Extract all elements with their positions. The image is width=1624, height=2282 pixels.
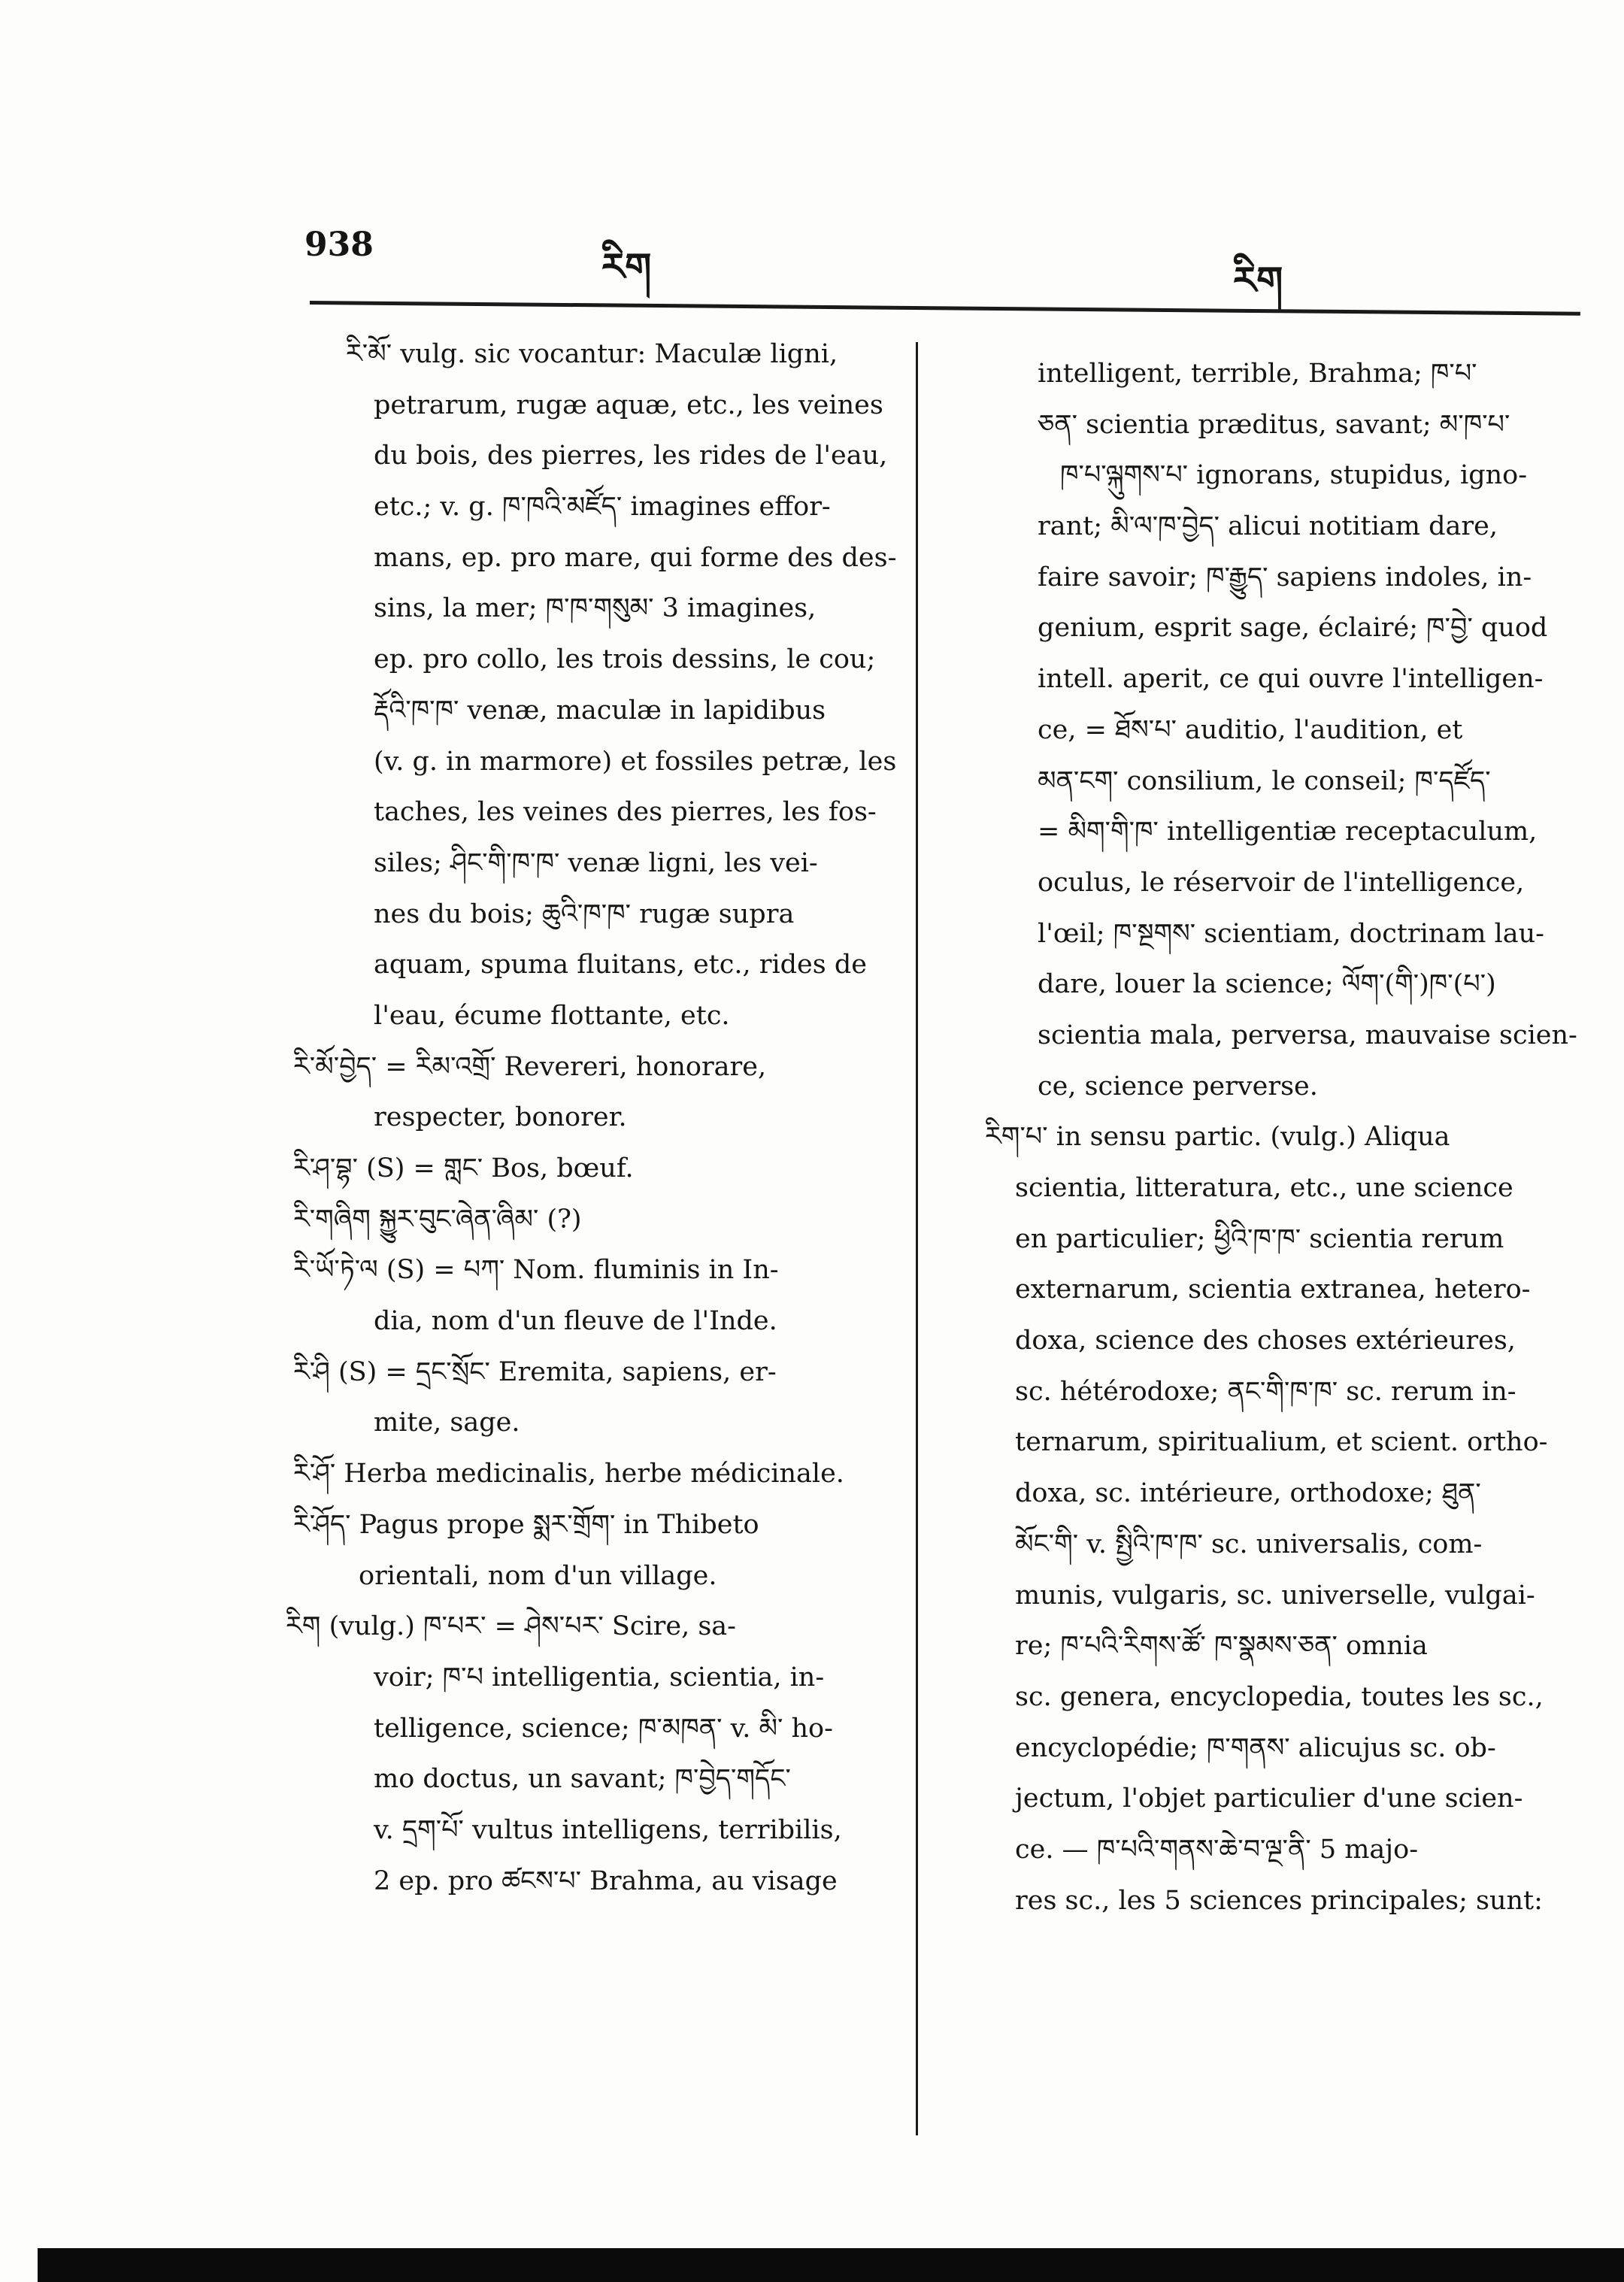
text-line: voir; ཁ་པ intelligentia, scientia, in- [374, 1662, 825, 1693]
text-line: རྡོའི་ཁ་ཁ་ venæ, maculæ in lapidibus [374, 695, 826, 726]
text-line: ternarum, spiritualium, et scient. ortho- [1015, 1427, 1548, 1458]
text-line: རི་མོ་བྱེད་ = རིམ་འགྲོ་ Revereri, honorare, [293, 1051, 767, 1082]
text-line: taches, les veines des pierres, les fos- [374, 797, 877, 828]
text-line: ཅན་ scientia præditus, savant; མ་ཁ་པ་ [1038, 409, 1510, 440]
text-line: མན་ངག་ consilium, le conseil; ཁ་དཛོད་ [1038, 765, 1491, 796]
footer-band [38, 2248, 1624, 2282]
left-column [286, 329, 932, 1907]
text-line: siles; ཤིང་གི་ཁ་ཁ་ venæ ligni, les vei- [374, 847, 818, 878]
text-line: v. དྲག་པོ་ vultus intelligens, terribilis, [374, 1814, 842, 1845]
right-column [985, 349, 1586, 1926]
text-line: རི་ཡོ་ཏེ་ལ (S) = པཀ་ Nom. fluminis in In- [293, 1255, 779, 1286]
text-line: dia, nom d'un fleuve de l'Inde. [374, 1306, 777, 1337]
running-head-left: རིག [601, 244, 652, 289]
text-line: nes du bois; ཆུའི་ཁ་ཁ་ rugæ supra [374, 899, 795, 929]
text-line: genium, esprit sage, éclairé; ཁ་བྱེ་ quod [1038, 613, 1548, 644]
text-line: telligence, science; ཁ་མཁན་ v. མི་ ho- [374, 1713, 833, 1744]
text-line: རིག (vulg.) ཁ་པར་ = ཤེས་པར་ Scire, sa- [286, 1611, 736, 1642]
text-line: ce. — ཁ་པའི་གནས་ཆེ་བ་ལྔ་ནི་ 5 majo- [1015, 1834, 1419, 1865]
text-line: ep. pro collo, les trois dessins, le cou; [374, 644, 876, 675]
running-head-right: རིག [1233, 258, 1283, 302]
text-line: dare, louer la science; ལོག་(གི་)ཁ་(པ་) [1038, 969, 1496, 1000]
text-line: doxa, sc. intérieure, orthodoxe; ཐུན་ [1015, 1478, 1481, 1509]
text-line: རིག་པ་ in sensu partic. (vulg.) Aliqua [985, 1122, 1450, 1153]
text-line: scientia, litteratura, etc., une science [1015, 1173, 1513, 1203]
text-line: རི་མོ་ vulg. sic vocantur: Maculæ ligni, [346, 339, 838, 369]
text-line: mite, sage. [374, 1408, 520, 1438]
text-line: intell. aperit, ce qui ouvre l'intelligen- [1038, 664, 1544, 695]
text-line: རི་གཞིག སྐྱུར་བུང་ཞེན་ཞིམ་ (?) [293, 1204, 582, 1235]
text-line: l'eau, écume flottante, etc. [374, 1000, 730, 1031]
text-line: petrarum, rugæ aquæ, etc., les veines [374, 389, 883, 420]
text-line: (v. g. in marmore) et fossiles petræ, les [374, 746, 897, 777]
text-line: intelligent, terrible, Brahma; ཁ་པ་ [1038, 359, 1477, 389]
text-line: etc.; v. g. ཁ་ཁའི་མཛོད་ imagines effor- [374, 492, 831, 523]
text-line: en particulier; ཕྱིའི་ཁ་ཁ་ scientia rerum [1015, 1223, 1504, 1254]
text-line: རི་ཤོ་ Herba medicinalis, herbe médicinale. [293, 1459, 844, 1490]
header-rule [310, 301, 1580, 316]
text-line: munis, vulgaris, sc. universelle, vulgai- [1015, 1580, 1535, 1611]
text-line: ce, = ཐོས་པ་ auditio, l'audition, et [1038, 714, 1463, 745]
text-line: sc. hétérodoxe; ནང་གི་ཁ་ཁ་ sc. rerum in- [1015, 1376, 1516, 1407]
text-line: sins, la mer; ཁ་ཁ་གསུམ་ 3 imagines, [374, 593, 817, 624]
text-line: = མིག་གི་ཁ་ intelligentiæ receptaculum, [1038, 817, 1538, 847]
text-line: ཁ་པ་ལྐུགས་པ་ ignorans, stupidus, igno- [1060, 460, 1528, 491]
text-line: རི་ཤི (S) = དྲང་སྲོང་ Eremita, sapiens, er- [293, 1356, 777, 1387]
text-line: scientia mala, perversa, mauvaise scien- [1038, 1020, 1577, 1050]
page-number: 938 [304, 226, 374, 264]
text-line: ce, science perverse. [1038, 1071, 1318, 1102]
text-line: respecter, bonorer. [374, 1102, 627, 1133]
text-line: encyclopédie; ཁ་གནས་ alicujus sc. ob- [1015, 1732, 1496, 1763]
text-line: རི་ཤ་བྷ་ (S) = གླང་ Bos, bœuf. [293, 1153, 634, 1183]
text-line: མོང་གི་ v. སྤྱིའི་ཁ་ཁ་ sc. universalis, com- [1015, 1529, 1483, 1559]
text-line: 2 ep. pro ཚངས་པ་ Brahma, au visage [374, 1865, 838, 1896]
text-line: re; ཁ་པའི་རིགས་ཚོ་ ཁ་སྣམས་ཅན་ omnia [1015, 1631, 1428, 1662]
text-line: faire savoir; ཁ་རྒྱུད་ sapiens indoles, in- [1038, 562, 1532, 592]
text-line: རི་ཤོད་ Pagus prope སྨར་གྲོག་ in Thibeto [293, 1509, 759, 1540]
text-line: doxa, science des choses extérieures, [1015, 1326, 1516, 1356]
text-line: externarum, scientia extranea, hetero- [1015, 1274, 1531, 1305]
text-line: mo doctus, un savant; ཁ་བྱེད་གདོང་ [374, 1764, 791, 1795]
text-line: rant; མི་ལ་ཁ་བྱེད་ alicui notitiam dare, [1038, 511, 1498, 542]
text-line: sc. genera, encyclopedia, toutes les sc., [1015, 1681, 1544, 1712]
text-line: oculus, le réservoir de l'intelligence, [1038, 867, 1525, 898]
text-line: du bois, des pierres, les rides de l'eau, [374, 441, 888, 471]
text-line: orientali, nom d'un village. [359, 1560, 717, 1591]
text-line: jectum, l'objet particulier d'une scien- [1015, 1783, 1523, 1814]
text-line: aquam, spuma fluitans, etc., rides de [374, 950, 867, 980]
text-line: mans, ep. pro mare, qui forme des des- [374, 542, 897, 573]
text-line: l'œil; ཁ་སྔགས་ scientiam, doctrinam lau- [1038, 918, 1544, 949]
text-line: res sc., les 5 sciences principales; sunt: [1015, 1885, 1543, 1916]
